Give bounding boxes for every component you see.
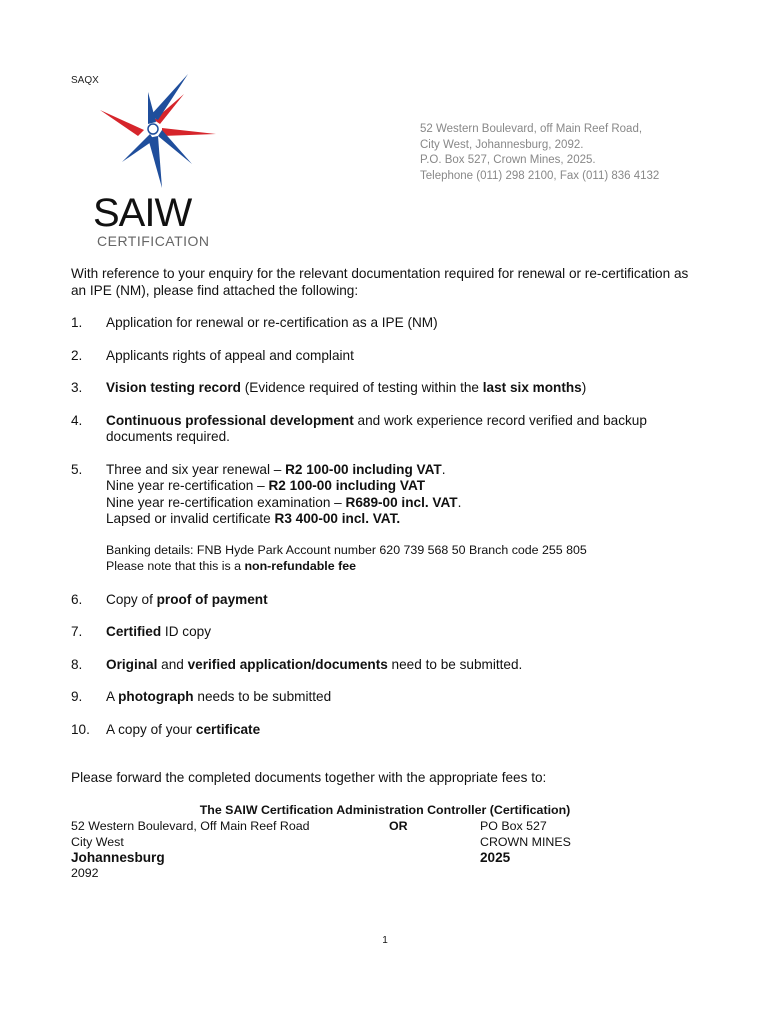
letterhead-address <box>420 122 659 185</box>
item-text: Vision testing record (Evidence required of testing within the last six months) <box>106 380 587 395</box>
fee-lines <box>106 462 686 527</box>
brand-subtitle: CERTIFICATION <box>97 233 210 249</box>
item-text: A copy of your certificate <box>106 722 261 737</box>
postal-line: 2025 <box>480 850 511 866</box>
or-separator: OR <box>389 819 408 833</box>
logo-blue-ray-bottomleft <box>122 134 154 162</box>
fee-line: Lapsed or invalid certificate R3 400-00 incl. VAT. <box>106 510 401 526</box>
postal-address <box>480 819 571 866</box>
street-line: Johannesburg <box>71 850 165 866</box>
forward-instruction: Please forward the completed documents together with the appropriate fees to: <box>71 770 547 785</box>
item-number: 2. <box>71 348 83 363</box>
fee-line: Nine year re-certification examination – R689-00 incl. VAT. <box>106 494 462 510</box>
item-text: Certified ID copy <box>106 624 212 639</box>
item-text: Application for renewal or re-certification as a IPE (NM) <box>106 315 438 330</box>
logo-blue-ray-bottom <box>148 136 162 188</box>
banking-details <box>106 543 587 574</box>
street-line: 52 Western Boulevard, Off Main Reef Road <box>71 819 310 833</box>
saiw-star-logo <box>92 72 222 192</box>
item-number: 9. <box>71 689 83 704</box>
item-text: Copy of proof of payment <box>106 592 268 607</box>
postal-line: PO Box 527 <box>480 819 547 833</box>
street-address <box>71 819 310 882</box>
item-number: 8. <box>71 657 83 672</box>
address-line: City West, Johannesburg, 2092. <box>420 138 584 151</box>
logo-red-ray-left <box>100 110 144 136</box>
item-number: 10. <box>71 722 90 737</box>
fee-note: Please note that this is a non-refundable fee <box>106 558 356 573</box>
item-text: Continuous professional development and work experience record verified and backup documents required. <box>106 413 647 445</box>
fee-line: Nine year re-certification – R2 100-00 including VAT <box>106 478 426 494</box>
controller-title: The SAIW Certification Administration Controller (Certification) <box>199 803 571 817</box>
item-text: A photograph needs to be submitted <box>106 689 332 704</box>
logo-blue-ray-topleft <box>148 92 156 124</box>
item-number: 7. <box>71 624 83 639</box>
address-line: P.O. Box 527, Crown Mines, 2025. <box>420 154 596 167</box>
fee-line: Three and six year renewal – R2 100-00 including VAT. <box>106 462 446 477</box>
street-line: City West <box>71 834 124 849</box>
item-text: Applicants rights of appeal and complaint <box>106 348 354 363</box>
brand-name: SAIW <box>93 191 192 235</box>
logo-center <box>148 124 158 134</box>
logo-blue-ray-top <box>150 74 188 120</box>
logo-red-ray-right <box>162 128 216 136</box>
item-number: 5. <box>71 462 83 477</box>
street-line: 2092 <box>71 866 99 881</box>
address-line: 52 Western Boulevard, off Main Reef Road, <box>420 123 643 135</box>
document-code: SAQX <box>71 75 99 86</box>
intro-paragraph: With reference to your enquiry for the relevant documentation required for renewal or re-certification as an IPE (NM), please find attached the following: <box>71 266 689 298</box>
item-number: 3. <box>71 380 83 395</box>
page-number: 1 <box>382 935 388 946</box>
postal-line: CROWN MINES <box>480 834 571 849</box>
address-line: Telephone (011) 298 2100, Fax (011) 836 4132 <box>420 170 660 183</box>
item-number: 4. <box>71 413 83 428</box>
item-number: 6. <box>71 592 83 607</box>
item-text: Original and verified application/documents need to be submitted. <box>106 657 523 672</box>
banking-line: Banking details: FNB Hyde Park Account number 620 739 568 50 Branch code 255 805 <box>106 543 587 557</box>
item-number: 1. <box>71 315 83 330</box>
